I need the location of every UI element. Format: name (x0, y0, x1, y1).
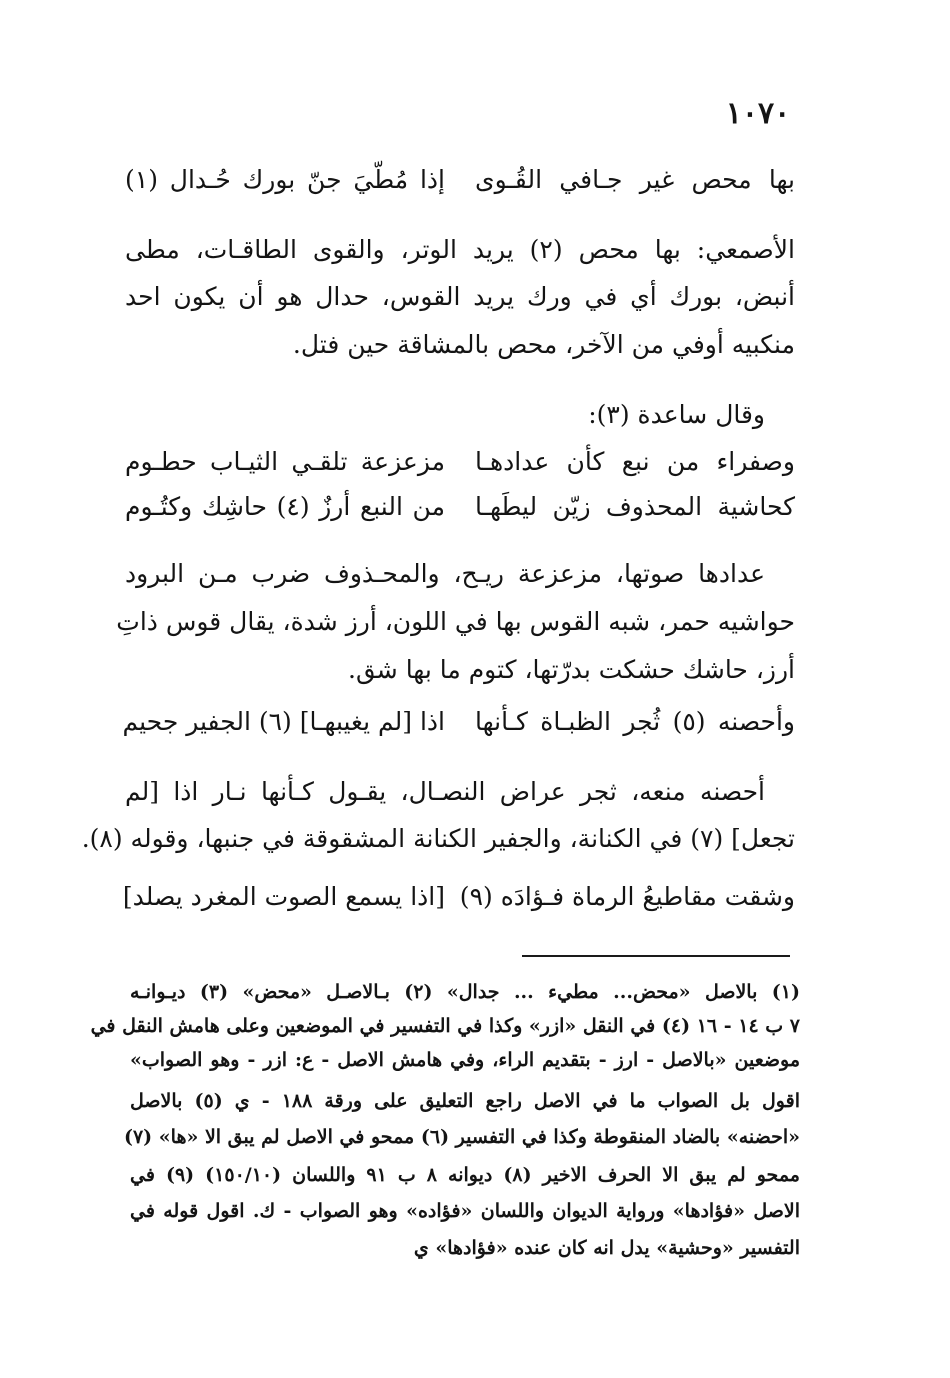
paragraph-3-line-1: أحصنه منعه، ثجر عراض النصـال، يقـول كـأنها نـار اذا [لم (125, 777, 765, 806)
page-number: ١٠٧٠ (725, 96, 791, 131)
verse-4-first-hemistich: وأحصنه (٥) ثُجر الظبـاة كـأنها (475, 707, 795, 736)
verse-intro: وقال ساعدة (٣): (588, 400, 765, 429)
footnote-line-7: الاصل «فؤادها» ورواية الديوان واللسان «فؤاده» وهو الصواب - ك. اقول قوله في (130, 1200, 800, 1222)
verse-1-second-hemistich: إذا مُطّيَ جنّ بورك حُـدال (١) (125, 165, 445, 194)
footnote-line-8: التفسير «وحشية» يدل انه كان عنده «فؤادها» ي (413, 1237, 800, 1259)
verse-1-first-hemistich: بها محص غير جـافي القُـوى (475, 165, 795, 194)
verse-2-first-hemistich: وصفراء من نبع كأن عدادهـا (475, 447, 795, 476)
verse-4-second-hemistich: اذا [لم يغيبهـا] (٦) الجفير جحيم (122, 707, 445, 736)
footnote-separator (522, 955, 790, 957)
paragraph-2-line-3: أرز، حاشك حشكت بدرّتها، كتوم ما بها شق. (348, 655, 795, 684)
paragraph-2-line-2: حواشيه حمر، شبه القوس بها في اللون، أرز شدة، يقال قوس ذاتِ (116, 607, 795, 636)
paragraph-3-line-2: تجعل] (٧) في الكنانة، والجفير الكنانة المشقوقة في جنبها، وقوله (٨). (81, 824, 795, 853)
verse-2-second-hemistich: مزعزعة تلقـي الثيـاب حطـوم (125, 447, 445, 476)
footnote-line-4: اقول بل الصواب ما في الاصل راجع التعليق على ورقة ١٨٨ - ي (٥) بالاصل (130, 1090, 800, 1112)
footnote-line-1: (١) بالاصل «محض... مطيء ... جدال» (٢) بـالاصـل «محض» (٣) ديـوانـه (130, 981, 800, 1003)
paragraph-1-line-3: منكبيه أوفي من الآخر، محص بالمشاقة حين فتل. (292, 330, 795, 359)
footnote-line-3: موضعين «بالاصل - ارز - بتقديم الراء، وفي هامش الاصل - ع: ازر - وهو الصواب» (130, 1049, 800, 1071)
footnote-line-2: ٧ ب ١٤ - ١٦ (٤) في النقل «ازر» وكذا في التفسير في الموضعين وعلى هامش النقل في (90, 1015, 800, 1037)
verse-3-second-hemistich: من النبع أرزٌ (٤) حاشِك وكتُـوم (125, 492, 445, 521)
paragraph-2-line-1: عدادها صوتها، مزعزعة ريـح، والمحـذوف ضرب مـن البرود (125, 559, 765, 588)
paragraph-1-line-2: أنبض، بورك أي في ورك يريد القوس، حدال هو أن يكون احد (125, 282, 795, 311)
verse-5-second-hemistich: [اذا يسمع الصوت المغرد يصلد] (122, 882, 445, 911)
verse-3-first-hemistich: كحاشية المحذوف زيّن ليطَهـا (475, 492, 795, 521)
footnote-line-5: «احضنه» بالضاد المنقوطة وكذا في التفسير (٦) ممحو في الاصل لم يبق الا «ها» (٧) (123, 1126, 800, 1148)
paragraph-1-line-1: الأصمعي: بها محص (٢) يريد الوتر، والقوى الطاقـات، مطى (125, 235, 795, 264)
footnote-line-6: ممحو لم يبق الا الحرف الاخير (٨) ديوانه ٨ ب ٩١ واللسان (١٥٠/١٠) (٩) في (130, 1164, 800, 1186)
verse-5-first-hemistich: وشقت مقاطيعُ الرماة فـؤادَه (٩) (459, 882, 795, 911)
